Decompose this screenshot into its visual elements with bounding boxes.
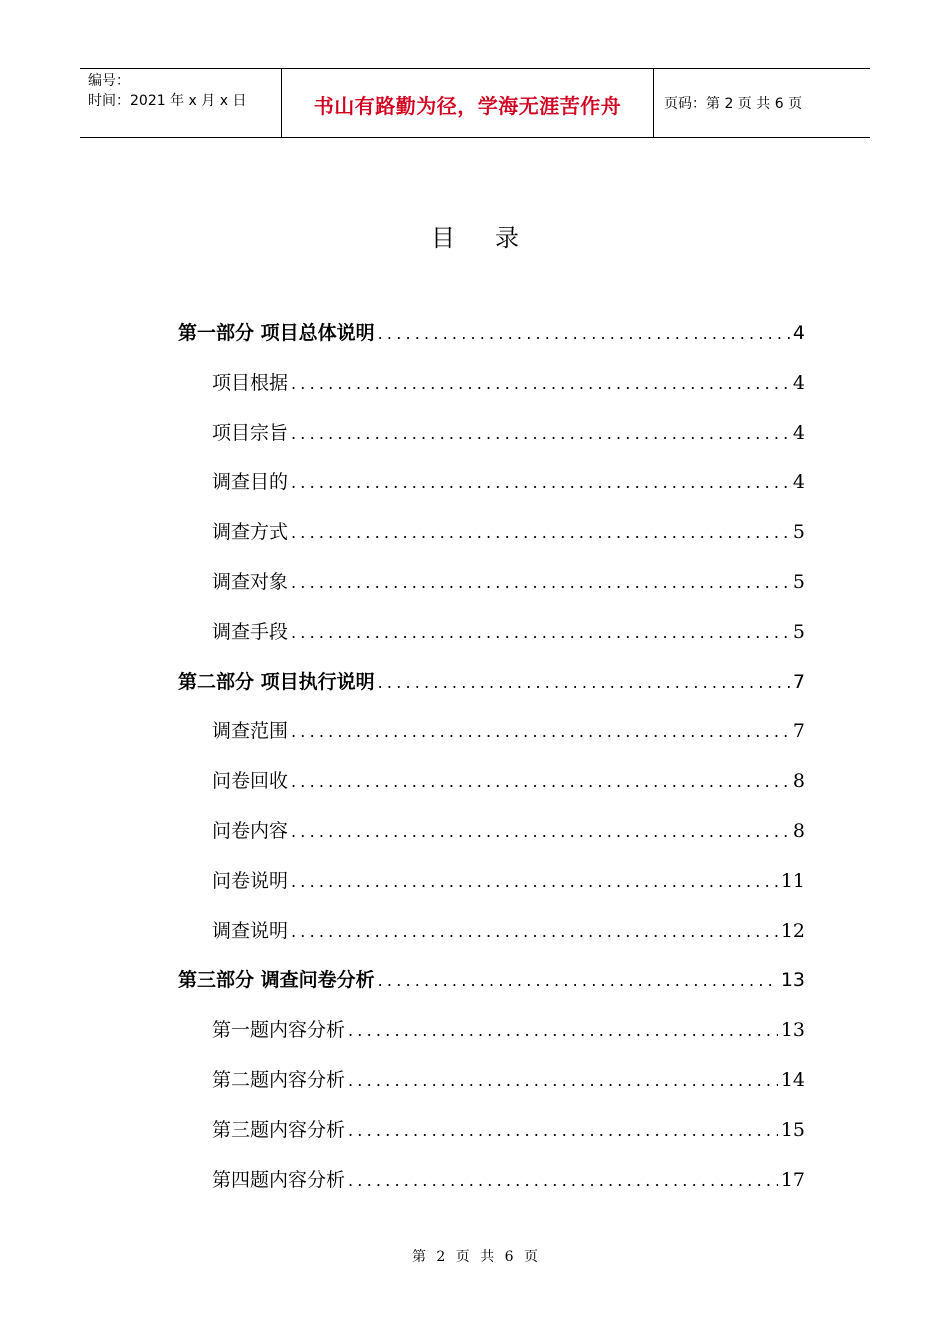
- toc-entry-page-number: 13: [780, 969, 805, 992]
- header-motto-cell: [282, 69, 654, 137]
- toc-dot-leader: [291, 523, 790, 542]
- toc-section-entry[interactable]: [178, 667, 805, 697]
- toc-dot-leader: [291, 573, 790, 592]
- toc-entry-label: 调查目的: [212, 471, 289, 494]
- toc-entry-label: 问卷回收: [212, 770, 289, 793]
- toc-entry-label: 第二部分 项目执行说明: [178, 670, 375, 693]
- toc-entry-label: 调查范围: [212, 720, 289, 743]
- header-page-cell: [654, 69, 870, 137]
- toc-dot-leader: [291, 473, 790, 492]
- toc-dot-leader: [291, 623, 790, 642]
- toc-entry-label: 第三题内容分析: [212, 1118, 346, 1141]
- toc-subsection-entry[interactable]: [212, 766, 805, 796]
- header-meta-cell: [80, 69, 282, 137]
- toc-entry-page-number: 8: [792, 820, 805, 842]
- toc-entry-page-number: 7: [792, 670, 805, 693]
- toc-dot-leader: [291, 922, 778, 941]
- toc-entry-page-number: 4: [792, 371, 805, 394]
- toc-entry-page-number: 5: [792, 571, 805, 593]
- toc-entry-label: 调查方式: [212, 521, 289, 544]
- toc-subsection-entry[interactable]: [212, 1115, 805, 1145]
- toc-dot-leader: [348, 1121, 778, 1140]
- toc-dot-leader: [291, 822, 790, 841]
- toc-entry-page-number: 11: [780, 869, 805, 892]
- toc-section-entry[interactable]: [178, 318, 805, 348]
- toc-entry-label: 项目宗旨: [212, 421, 289, 444]
- toc-entry-label: 第一部分 项目总体说明: [178, 322, 375, 344]
- toc-subsection-entry[interactable]: [212, 916, 805, 946]
- toc-entry-page-number: 4: [792, 471, 805, 494]
- toc-subsection-entry[interactable]: [212, 1065, 805, 1095]
- toc-dot-leader: [291, 722, 790, 741]
- toc-entry-label: 问卷内容: [212, 820, 289, 842]
- page-header: [80, 68, 870, 138]
- toc-entry-page-number: 15: [780, 1118, 805, 1141]
- toc-title: 目录: [431, 224, 559, 252]
- toc-dot-leader: [378, 324, 790, 343]
- toc-entry-label: 第四题内容分析: [212, 1168, 346, 1191]
- toc-subsection-entry[interactable]: [212, 467, 805, 497]
- toc-entry-page-number: 12: [780, 919, 805, 942]
- toc-dot-leader: [291, 772, 790, 791]
- toc-subsection-entry[interactable]: [212, 1165, 805, 1195]
- toc-dot-leader: [291, 872, 778, 891]
- document-number-label: 编号：: [88, 73, 130, 89]
- toc-entry-label: 调查对象: [212, 571, 289, 593]
- toc-dot-leader: [378, 673, 790, 692]
- toc-section-entry[interactable]: [178, 965, 805, 995]
- toc-entry-label: 调查手段: [212, 620, 289, 643]
- toc-entry-page-number: 14: [780, 1069, 805, 1091]
- toc-entry-page-number: 5: [792, 521, 805, 544]
- toc-dot-leader: [291, 424, 790, 443]
- toc-entry-label: 第三部分 调查问卷分析: [178, 969, 375, 992]
- toc-entry-page-number: 4: [792, 322, 805, 344]
- toc-dot-leader: [378, 971, 778, 990]
- toc-entry-page-number: 17: [780, 1168, 805, 1191]
- toc-entry-label: 项目根据: [212, 371, 289, 394]
- toc-dot-leader: [291, 374, 790, 393]
- toc-subsection-entry[interactable]: [212, 368, 805, 398]
- toc-entry-page-number: 7: [792, 720, 805, 743]
- header-motto: 书山有路勤为径，学海无涯苦作舟: [313, 93, 622, 118]
- toc-subsection-entry[interactable]: [212, 418, 805, 448]
- toc-entry-label: 问卷说明: [212, 869, 289, 892]
- toc-subsection-entry[interactable]: [212, 866, 805, 896]
- toc-subsection-entry[interactable]: [212, 816, 805, 846]
- toc-subsection-entry[interactable]: [212, 517, 805, 547]
- toc-entry-page-number: 4: [792, 421, 805, 444]
- toc-subsection-entry[interactable]: [212, 617, 805, 647]
- toc-entry-page-number: 5: [792, 620, 805, 643]
- toc-entry-label: 第一题内容分析: [212, 1019, 346, 1042]
- toc-dot-leader: [348, 1071, 778, 1090]
- toc-dot-leader: [348, 1171, 778, 1190]
- toc-subsection-entry[interactable]: [212, 716, 805, 746]
- toc-subsection-entry[interactable]: [212, 567, 805, 597]
- toc-entry-label: 第二题内容分析: [212, 1069, 346, 1091]
- toc-entry-page-number: 8: [792, 770, 805, 793]
- header-page-info: 页码：第 2 页 共 6 页: [664, 96, 803, 112]
- toc-dot-leader: [348, 1021, 778, 1040]
- document-date: 时间：2021 年 x 月 x 日: [88, 93, 247, 109]
- toc-entry-page-number: 13: [780, 1019, 805, 1042]
- page-footer: 第 2 页 共 6 页: [411, 1249, 539, 1265]
- toc-subsection-entry[interactable]: [212, 1015, 805, 1045]
- toc-entry-label: 调查说明: [212, 919, 289, 942]
